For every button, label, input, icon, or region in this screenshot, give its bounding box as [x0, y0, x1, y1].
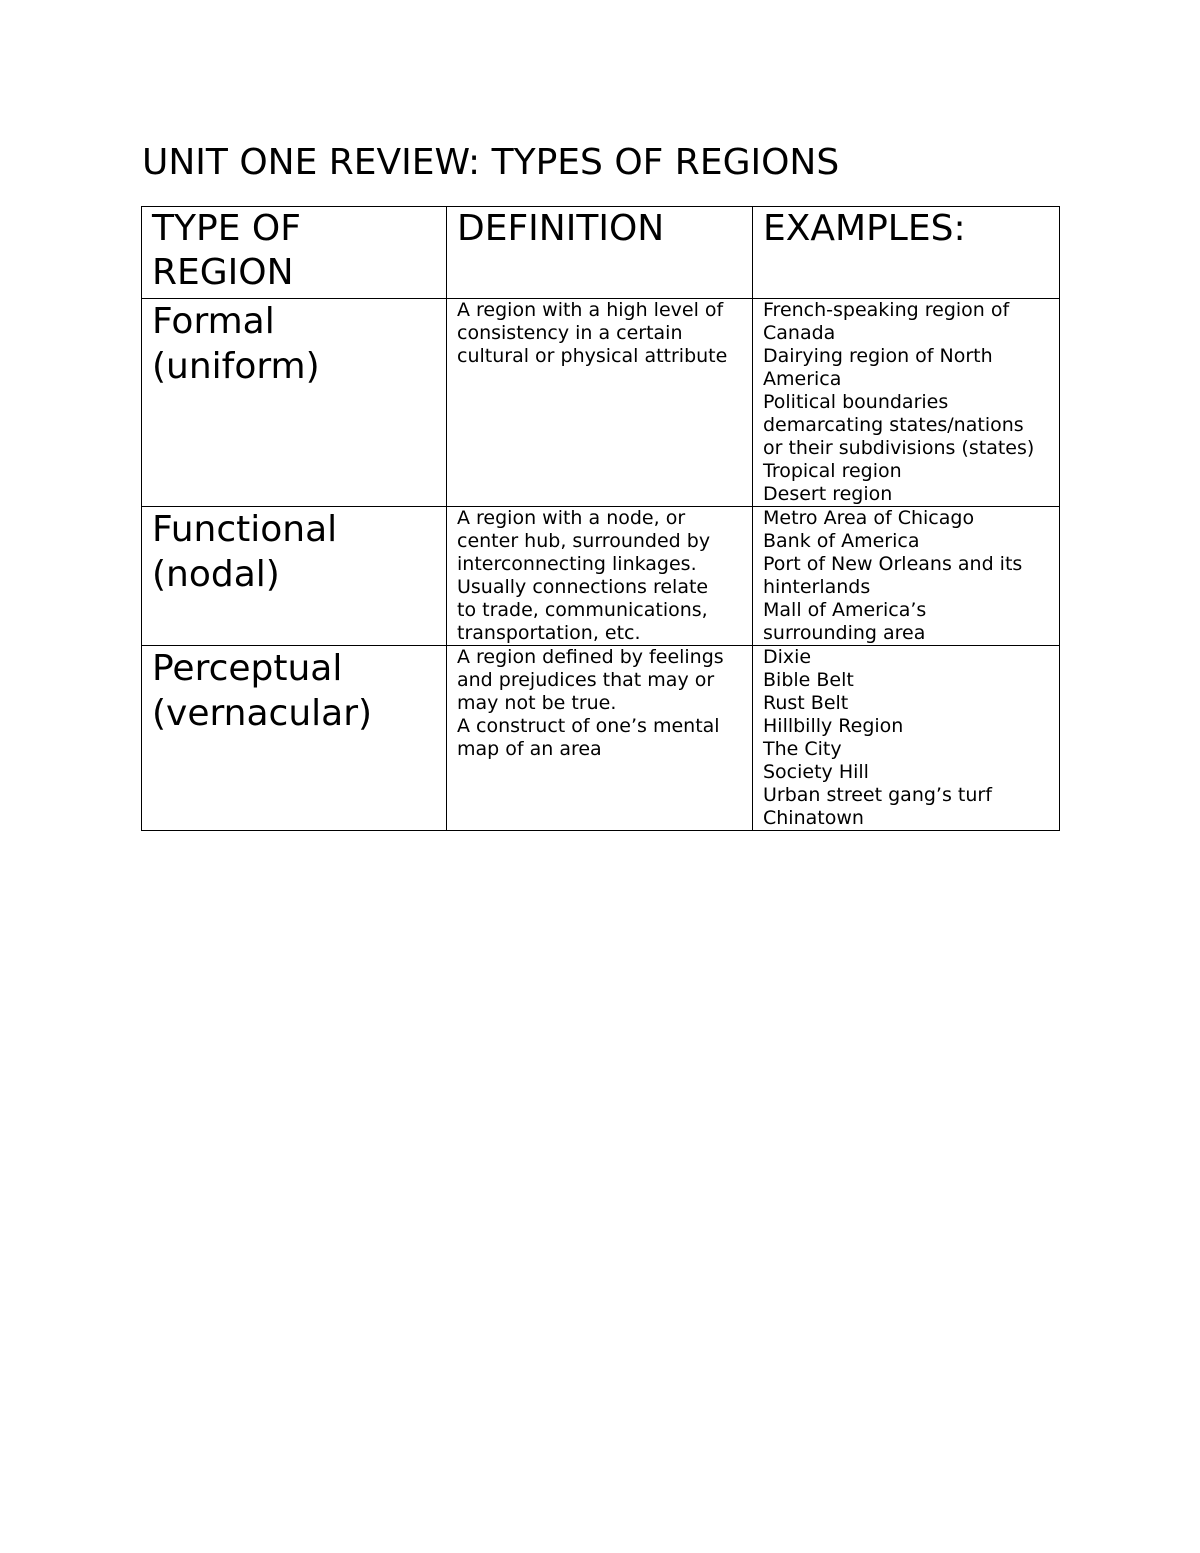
type-cell-perceptual — [142, 646, 447, 831]
definition-line: may not be true. — [457, 692, 617, 714]
example-line: Canada — [763, 322, 836, 344]
definition-line: A region with a node, or — [457, 507, 686, 529]
example-line: demarcating states/nations — [763, 414, 1024, 436]
type-name: Functional — [152, 509, 338, 550]
definition-line: center hub, surrounded by — [457, 530, 711, 552]
definition-line: Usually connections relate — [457, 576, 709, 598]
example-line: hinterlands — [763, 576, 871, 598]
example-line: Mall of America’s — [763, 599, 927, 621]
example-line: Desert region — [763, 483, 893, 505]
example-line: Rust Belt — [763, 692, 849, 714]
example-line: The City — [763, 738, 842, 760]
example-line: Hillbilly Region — [763, 715, 904, 737]
example-line: surrounding area — [763, 622, 926, 644]
example-line: Bank of America — [763, 530, 920, 552]
type-cell-functional — [142, 507, 447, 646]
type-name: Formal — [152, 301, 275, 342]
definition-cell-formal — [447, 299, 753, 507]
table-row-functional — [142, 507, 1060, 646]
definition-cell-functional — [447, 507, 753, 646]
table-row-perceptual — [142, 646, 1060, 831]
example-line: Port of New Orleans and its — [763, 553, 1023, 575]
definition-line: interconnecting linkages. — [457, 553, 697, 575]
definition-line: consistency in a certain — [457, 322, 683, 344]
examples-cell-formal — [753, 299, 1060, 507]
header-definition — [447, 207, 753, 299]
example-line: French-speaking region of — [763, 299, 1010, 321]
type-alias: (uniform) — [152, 346, 320, 387]
example-line: Society Hill — [763, 761, 869, 783]
examples-cell-perceptual — [753, 646, 1060, 831]
example-line: Urban street gang’s turf — [763, 784, 992, 806]
type-name: Perceptual — [152, 648, 343, 689]
header-type-line-2: REGION — [152, 252, 294, 293]
page-title: UNIT ONE REVIEW: TYPES OF REGIONS — [142, 142, 840, 183]
table-header-row — [142, 207, 1060, 299]
example-line: America — [763, 368, 842, 390]
type-cell-formal — [142, 299, 447, 507]
example-line: Tropical region — [763, 460, 902, 482]
definition-cell-perceptual — [447, 646, 753, 831]
example-line: Dairying region of North — [763, 345, 993, 367]
example-line: Dixie — [763, 646, 812, 668]
definition-line: map of an area — [457, 738, 602, 760]
definition-line: transportation, etc. — [457, 622, 641, 644]
header-examples-label: EXAMPLES: — [763, 208, 966, 249]
table-row-formal — [142, 299, 1060, 507]
definition-line: A region with a high level of — [457, 299, 724, 321]
example-line: or their subdivisions (states) — [763, 437, 1035, 459]
example-line: Political boundaries — [763, 391, 949, 413]
example-line: Bible Belt — [763, 669, 854, 691]
header-examples — [753, 207, 1060, 299]
examples-cell-functional — [753, 507, 1060, 646]
header-type-line-1: TYPE OF — [152, 208, 301, 249]
definition-line: to trade, communications, — [457, 599, 708, 621]
header-type-of-region — [142, 207, 447, 299]
definition-line: cultural or physical attribute — [457, 345, 728, 367]
example-line: Metro Area of Chicago — [763, 507, 975, 529]
regions-table — [141, 206, 1060, 831]
example-line: Chinatown — [763, 807, 864, 829]
header-definition-label: DEFINITION — [457, 208, 665, 249]
type-alias: (nodal) — [152, 554, 280, 595]
definition-line: and prejudices that may or — [457, 669, 715, 691]
definition-line: A construct of one’s mental — [457, 715, 720, 737]
type-alias: (vernacular) — [152, 693, 373, 734]
definition-line: A region defined by feelings — [457, 646, 724, 668]
